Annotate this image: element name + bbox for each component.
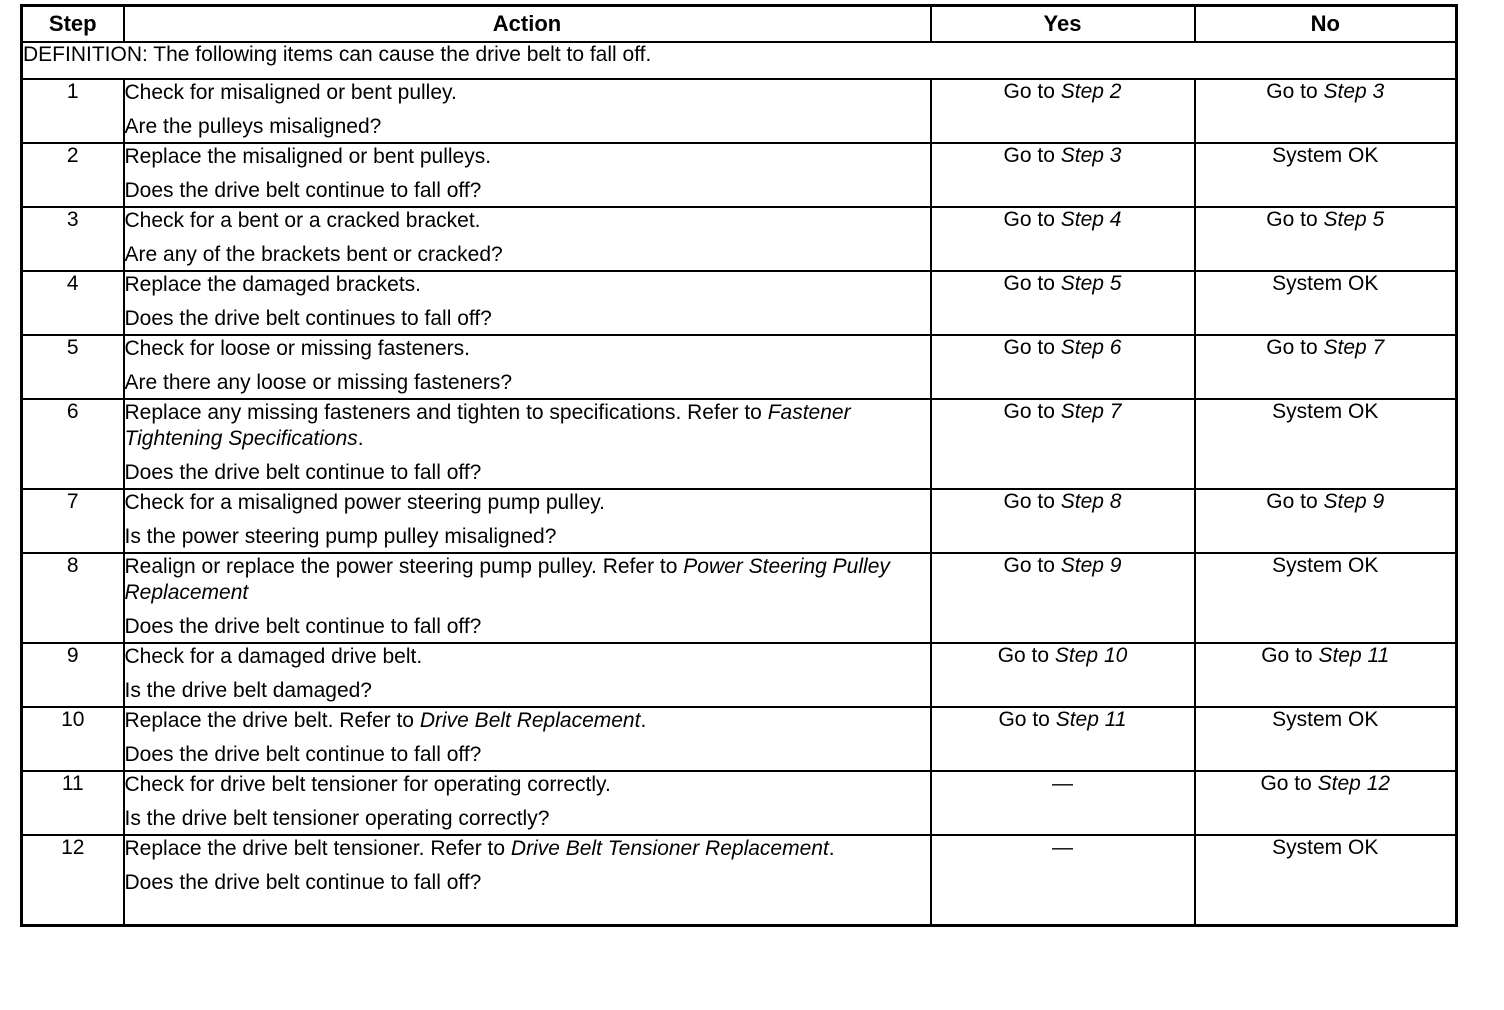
action-question: Does the drive belt continue to fall off? bbox=[124, 871, 482, 894]
step-number: 5 bbox=[22, 335, 124, 399]
yes-step-link[interactable]: Step 6 bbox=[1060, 336, 1122, 359]
action-question: Does the drive belt continue to fall off? bbox=[124, 743, 482, 766]
no-cell: System OK bbox=[1195, 553, 1457, 643]
yes-cell bbox=[931, 553, 1195, 643]
action-instruction-text: Replace any missing fasteners and tighten to specifications. Refer to bbox=[124, 401, 762, 424]
action-instruction: Replace the damaged brackets. bbox=[124, 273, 422, 296]
action-reference-suffix: . bbox=[828, 837, 835, 860]
no-step-link[interactable]: Step 5 bbox=[1323, 208, 1385, 231]
action-instruction bbox=[125, 400, 930, 452]
no-cell: System OK bbox=[1195, 271, 1457, 335]
no-cell: System OK bbox=[1195, 399, 1457, 489]
action-question: Does the drive belt continues to fall off? bbox=[124, 307, 492, 330]
yes-step-link[interactable]: Step 7 bbox=[1060, 400, 1122, 423]
yes-step-link[interactable]: Step 5 bbox=[1060, 272, 1122, 295]
table-row bbox=[22, 143, 1457, 207]
table-row bbox=[22, 79, 1457, 143]
yes-step-link[interactable]: Step 8 bbox=[1060, 490, 1122, 513]
go-to-label: Go to bbox=[1003, 272, 1055, 295]
no-step-link[interactable]: Step 7 bbox=[1323, 336, 1385, 359]
diagnostic-table bbox=[20, 4, 1458, 927]
step-number: 9 bbox=[22, 643, 124, 707]
step-number: 11 bbox=[22, 771, 124, 835]
table-row bbox=[22, 643, 1457, 707]
yes-cell-empty: — bbox=[931, 771, 1195, 835]
action-instruction bbox=[125, 708, 930, 734]
header-row bbox=[22, 6, 1457, 43]
go-to-label: Go to bbox=[1003, 336, 1055, 359]
action-instruction-text: Realign or replace the power steering pump pulley. Refer to bbox=[124, 555, 678, 578]
step-number: 10 bbox=[22, 707, 124, 771]
go-to-label: Go to bbox=[997, 644, 1050, 667]
table-row bbox=[22, 207, 1457, 271]
no-step-link[interactable]: Step 11 bbox=[1318, 644, 1390, 667]
step-number: 3 bbox=[22, 207, 124, 271]
action-instruction bbox=[125, 836, 930, 862]
yes-step-link[interactable]: Step 9 bbox=[1060, 554, 1122, 577]
action-question: Is the drive belt tensioner operating correctly? bbox=[124, 807, 550, 830]
yes-cell bbox=[931, 489, 1195, 553]
action-instruction: Check for a misaligned power steering pump pulley. bbox=[124, 491, 606, 514]
go-to-label: Go to bbox=[1266, 208, 1318, 231]
no-cell bbox=[1195, 335, 1457, 399]
yes-cell bbox=[931, 335, 1195, 399]
yes-cell bbox=[931, 79, 1195, 143]
action-cell bbox=[124, 553, 931, 643]
action-question: Are any of the brackets bent or cracked? bbox=[124, 243, 503, 266]
definition-row bbox=[22, 42, 1457, 79]
yes-step-link[interactable]: Step 4 bbox=[1060, 208, 1122, 231]
action-cell bbox=[124, 335, 931, 399]
no-cell bbox=[1195, 79, 1457, 143]
go-to-label: Go to bbox=[998, 708, 1050, 731]
step-number: 8 bbox=[22, 553, 124, 643]
no-cell bbox=[1195, 643, 1457, 707]
yes-step-link[interactable]: Step 2 bbox=[1060, 80, 1122, 103]
table-row bbox=[22, 399, 1457, 489]
action-cell bbox=[124, 143, 931, 207]
table-row bbox=[22, 489, 1457, 553]
action-reference-link[interactable]: Drive Belt Tensioner Replacement bbox=[510, 837, 829, 860]
action-reference-suffix: . bbox=[357, 427, 364, 450]
yes-step-link[interactable]: Step 3 bbox=[1060, 144, 1122, 167]
go-to-label: Go to bbox=[1003, 490, 1055, 513]
go-to-label: Go to bbox=[1261, 644, 1313, 667]
header-action: Action bbox=[124, 6, 931, 43]
action-cell bbox=[124, 399, 931, 489]
yes-cell bbox=[931, 707, 1195, 771]
go-to-label: Go to bbox=[1260, 772, 1312, 795]
step-number: 1 bbox=[22, 79, 124, 143]
no-cell bbox=[1195, 771, 1457, 835]
go-to-label: Go to bbox=[1266, 80, 1318, 103]
go-to-label: Go to bbox=[1003, 144, 1055, 167]
step-number: 6 bbox=[22, 399, 124, 489]
action-reference-link[interactable]: Power Steering Pulley Replacement bbox=[124, 555, 890, 604]
action-question: Is the drive belt damaged? bbox=[124, 679, 372, 702]
no-step-link[interactable]: Step 9 bbox=[1323, 490, 1385, 513]
action-cell bbox=[124, 835, 931, 926]
action-question: Does the drive belt continue to fall off? bbox=[124, 615, 482, 638]
header-step: Step bbox=[22, 6, 124, 43]
action-question: Does the drive belt continue to fall off? bbox=[124, 179, 482, 202]
action-instruction: Check for drive belt tensioner for operating correctly. bbox=[124, 773, 611, 796]
action-reference-link[interactable]: Fastener Tightening Specifications bbox=[124, 401, 851, 450]
action-cell bbox=[124, 771, 931, 835]
no-step-link[interactable]: Step 12 bbox=[1317, 772, 1391, 795]
go-to-label: Go to bbox=[1003, 554, 1055, 577]
action-question: Does the drive belt continue to fall off? bbox=[124, 461, 482, 484]
action-question: Is the power steering pump pulley misaligned? bbox=[124, 525, 557, 548]
action-cell bbox=[124, 707, 931, 771]
action-reference-link[interactable]: Drive Belt Replacement bbox=[419, 709, 641, 732]
table-row bbox=[22, 553, 1457, 643]
table-row bbox=[22, 271, 1457, 335]
action-cell bbox=[124, 207, 931, 271]
yes-cell-empty: — bbox=[931, 835, 1195, 926]
no-cell bbox=[1195, 207, 1457, 271]
step-number: 12 bbox=[22, 835, 124, 926]
action-instruction: Check for loose or missing fasteners. bbox=[124, 337, 470, 360]
yes-cell bbox=[931, 143, 1195, 207]
header-yes: Yes bbox=[931, 6, 1195, 43]
yes-cell bbox=[931, 643, 1195, 707]
no-cell: System OK bbox=[1195, 707, 1457, 771]
step-number: 2 bbox=[22, 143, 124, 207]
yes-step-link[interactable]: Step 10 bbox=[1054, 644, 1128, 667]
yes-cell bbox=[931, 207, 1195, 271]
action-question: Are there any loose or missing fasteners? bbox=[124, 371, 513, 394]
yes-step-link[interactable]: Step 11 bbox=[1055, 708, 1127, 731]
action-reference-suffix: . bbox=[640, 709, 647, 732]
action-instruction: Replace the misaligned or bent pulleys. bbox=[124, 145, 492, 168]
yes-cell bbox=[931, 271, 1195, 335]
yes-cell bbox=[931, 399, 1195, 489]
action-cell bbox=[124, 489, 931, 553]
action-instruction-text: Replace the drive belt. Refer to bbox=[124, 709, 414, 732]
definition-text: DEFINITION: The following items can cause the drive belt to fall off. bbox=[22, 42, 1457, 79]
action-instruction: Check for misaligned or bent pulley. bbox=[124, 81, 457, 104]
no-cell bbox=[1195, 489, 1457, 553]
no-cell: System OK bbox=[1195, 835, 1457, 926]
go-to-label: Go to bbox=[1266, 336, 1318, 359]
header-no: No bbox=[1195, 6, 1457, 43]
no-cell: System OK bbox=[1195, 143, 1457, 207]
action-instruction: Check for a bent or a cracked bracket. bbox=[124, 209, 481, 232]
action-cell bbox=[124, 643, 931, 707]
action-question: Are the pulleys misaligned? bbox=[124, 115, 382, 138]
action-cell bbox=[124, 271, 931, 335]
step-number: 4 bbox=[22, 271, 124, 335]
table-row bbox=[22, 835, 1457, 926]
action-instruction-text: Replace the drive belt tensioner. Refer to bbox=[124, 837, 506, 860]
table-row bbox=[22, 707, 1457, 771]
step-number: 7 bbox=[22, 489, 124, 553]
no-step-link[interactable]: Step 3 bbox=[1323, 80, 1385, 103]
go-to-label: Go to bbox=[1003, 208, 1055, 231]
action-cell bbox=[124, 79, 931, 143]
action-instruction: Check for a damaged drive belt. bbox=[124, 645, 423, 668]
action-instruction bbox=[125, 554, 930, 606]
go-to-label: Go to bbox=[1266, 490, 1318, 513]
go-to-label: Go to bbox=[1003, 400, 1055, 423]
table-row bbox=[22, 335, 1457, 399]
go-to-label: Go to bbox=[1003, 80, 1055, 103]
table-row bbox=[22, 771, 1457, 835]
